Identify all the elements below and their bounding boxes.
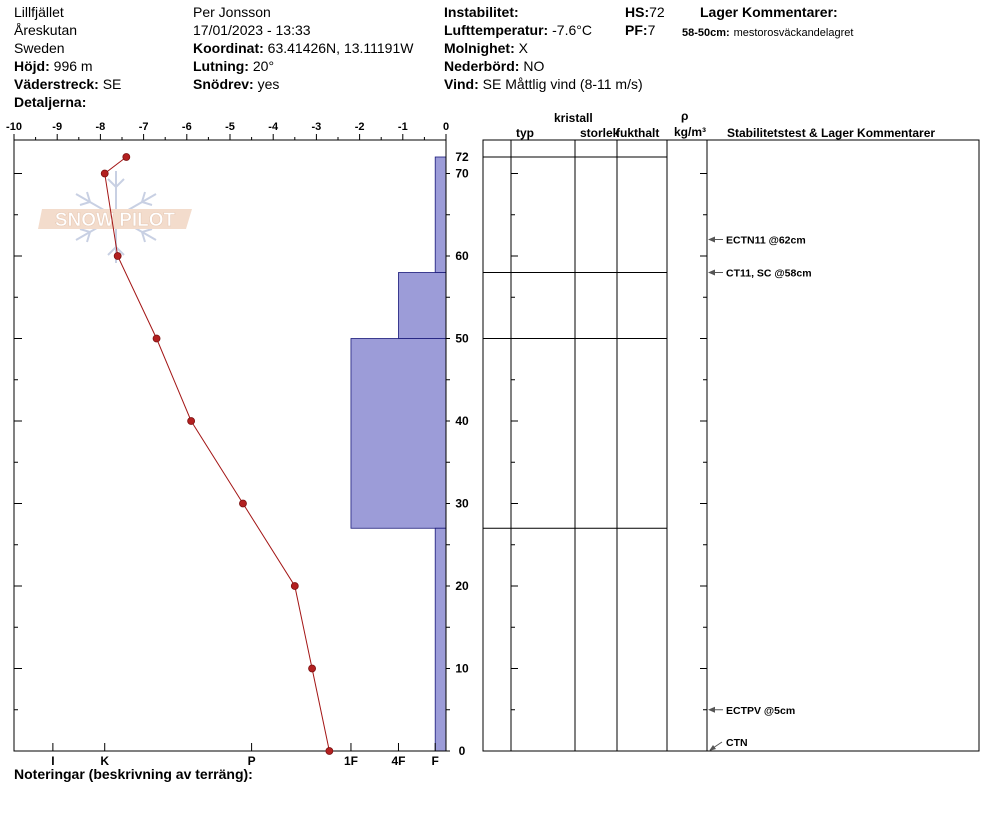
elevation-value: 996 m (53, 58, 93, 74)
location-name: Lillfjället (14, 4, 64, 20)
hardness-bar (435, 157, 446, 273)
hardness-tick-label: 4F (391, 754, 406, 768)
layer-comments-title: Lager Kommentarer: (700, 4, 838, 20)
height-tick-label: 72 (455, 150, 469, 164)
temperature-point (153, 335, 160, 342)
hardness-tick-label: P (247, 754, 256, 768)
layer-comment-text: mestorosväckandelagret (733, 27, 854, 39)
height-tick-label: 40 (455, 414, 469, 428)
height-tick-label: 0 (458, 744, 466, 758)
wind-value: SE Måttlig vind (8-11 m/s) (482, 76, 643, 92)
instability-label: Instabilitet: (444, 4, 519, 20)
temperature-point (123, 154, 130, 161)
col-header-moisture: fukthalt (616, 126, 660, 140)
stability-test-label: ECTN11 @62cm (726, 234, 806, 247)
layer-comment-range: 58-50cm: (682, 27, 730, 39)
hardness-tick-label: F (431, 754, 439, 768)
wind-label: Vind: (444, 76, 479, 92)
height-tick-label: 20 (455, 579, 469, 593)
elevation-label: Höjd: (14, 58, 50, 74)
observer-name: Per Jonsson (193, 4, 271, 20)
hardness-bars (351, 157, 446, 751)
hardness-bar (398, 273, 446, 339)
slope-value: 20° (252, 58, 275, 74)
drift-label: Snödrev: (193, 76, 254, 92)
details-label: Detaljerna: (14, 94, 87, 110)
hardness-bar (351, 339, 446, 529)
temperature-profile (101, 154, 333, 755)
air-temp-label: Lufttemperatur: (444, 22, 549, 38)
stability-arrowhead (708, 270, 715, 276)
pf-label: PF: (625, 22, 648, 38)
hs-label: HS: (625, 4, 650, 20)
height-tick-label: 60 (455, 249, 469, 263)
aspect-label: Väderstreck: (14, 76, 99, 92)
aspect-value: SE (102, 76, 122, 92)
coordinate-value: 63.41426N, 13.11191W (267, 40, 414, 56)
temp-tick-label: -6 (181, 121, 192, 133)
temp-tick-label: -3 (311, 121, 322, 133)
stability-arrowhead (708, 707, 715, 713)
stability-arrowhead (708, 237, 715, 243)
col-header-stability: Stabilitetstest & Lager Kommentarer (727, 126, 936, 140)
cloud-value: X (518, 40, 528, 56)
country-name: Sweden (14, 40, 65, 56)
temperature-line (105, 157, 330, 751)
temperature-point (239, 500, 246, 507)
temp-tick-label: -9 (52, 121, 63, 133)
notes-label: Noteringar (beskrivning av terräng): (14, 766, 253, 782)
slope-label: Lutning: (193, 58, 249, 74)
temp-tick-label: -2 (354, 121, 365, 133)
air-temp-value: -7.6°C (552, 22, 592, 38)
temp-tick-label: -7 (138, 121, 149, 133)
stability-test-label: CTN (726, 737, 748, 749)
temperature-point (326, 748, 333, 755)
observation-datetime: 17/01/2023 - 13:33 (193, 22, 311, 38)
temp-tick-label: -1 (397, 121, 408, 133)
layer-table (483, 140, 979, 751)
col-header-crystal: kristall (554, 111, 593, 125)
temperature-point (101, 170, 108, 177)
snowpilot-logo (38, 171, 192, 263)
logo-text: SNOW PILOT (54, 210, 176, 231)
height-tick-label: 50 (455, 331, 469, 346)
coordinate-label: Koordinat: (193, 40, 264, 56)
height-tick-label: 30 (455, 496, 469, 511)
temperature-point (188, 418, 195, 425)
temp-tick-label: -8 (95, 121, 106, 133)
hardness-tick-label: 1F (343, 754, 358, 768)
hs-value: 72 (649, 4, 665, 20)
temp-tick-label: -4 (268, 121, 279, 133)
stability-test-label: ECTPV @5cm (726, 704, 796, 717)
col-header-size: storlek (580, 126, 620, 140)
table-frame (483, 140, 979, 751)
drift-value: yes (257, 76, 280, 92)
height-tick-label: 10 (455, 661, 469, 676)
stability-test-label: CT11, SC @58cm (726, 267, 812, 280)
cloud-label: Molnighet: (444, 40, 515, 56)
temperature-point (291, 583, 298, 590)
region-name: Åreskutan (14, 22, 78, 38)
stability-arrowhead (709, 745, 716, 751)
temp-tick-label: -5 (225, 121, 235, 133)
precip-value: NO (523, 58, 545, 74)
temp-tick-label: 0 (442, 121, 450, 133)
pf-value: 7 (647, 22, 656, 38)
col-header-density-symbol: ρ (681, 109, 689, 123)
temperature-point (309, 665, 316, 672)
stability-tests (708, 235, 812, 752)
temp-tick-label: -10 (6, 121, 22, 133)
hardness-tick-label: I (51, 754, 55, 768)
temperature-point (114, 253, 121, 260)
col-header-density-unit: kg/m³ (674, 125, 707, 139)
hardness-bar (435, 528, 446, 751)
height-tick-label: 70 (455, 166, 469, 181)
hardness-tick-label: K (100, 754, 110, 768)
col-header-type: typ (516, 126, 534, 140)
precip-label: Nederbörd: (444, 58, 520, 74)
